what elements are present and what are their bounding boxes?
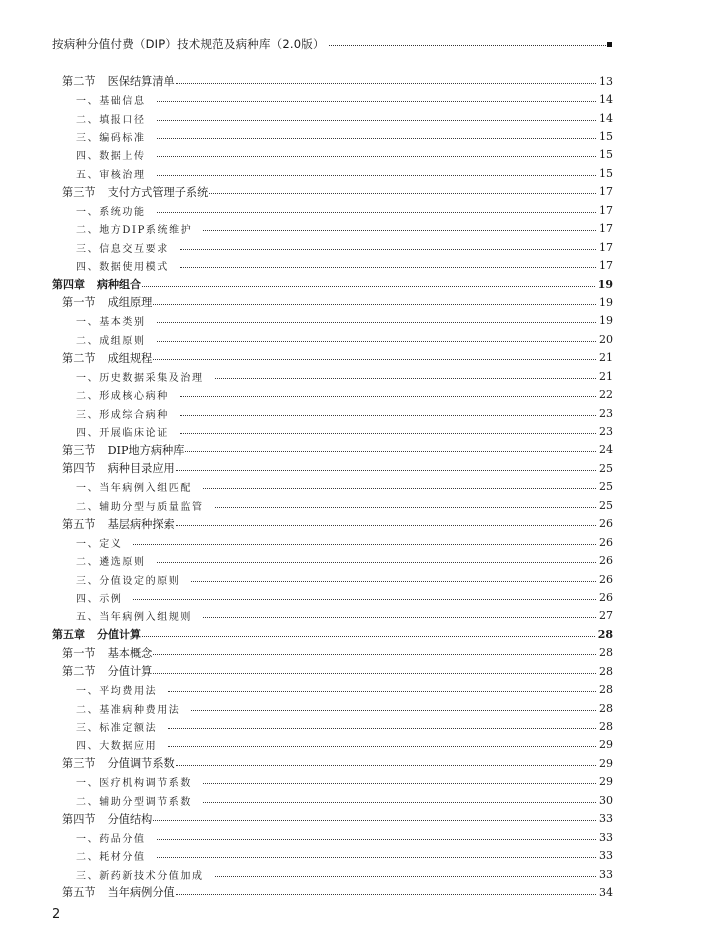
dot-leader (157, 212, 596, 213)
toc-entry-page: 17 (599, 240, 613, 254)
toc-entry-page: 19 (599, 314, 613, 328)
toc-entry-title: 当年病例分值 (107, 886, 175, 900)
toc-entry-section[interactable] (52, 441, 613, 459)
toc-entry-number: 第五章 (52, 628, 85, 642)
toc-entry-page: 30 (599, 793, 613, 807)
toc-entry-title: 一、当年病例入组匹配 (76, 483, 192, 495)
toc-entry-item[interactable] (52, 201, 613, 219)
dot-leader (185, 451, 596, 452)
toc-entry-title: 医保结算清单 (107, 75, 175, 89)
toc-entry-page: 27 (599, 609, 613, 623)
toc-entry-page: 23 (599, 425, 613, 439)
toc-entry-number: 第一节 (62, 296, 96, 310)
toc-entry-page: 20 (599, 332, 613, 346)
toc-entry-page: 19 (599, 295, 613, 309)
dot-leader (180, 433, 596, 434)
dot-leader (157, 175, 596, 176)
toc-entry-page: 15 (599, 130, 613, 144)
toc-entry-title: 二、辅助分型调节系数 (76, 796, 192, 808)
toc-entry-item[interactable] (52, 238, 613, 256)
toc-entry-title: 一、历史数据采集及治理 (76, 372, 204, 384)
toc-entry-title: 分值调节系数 (107, 757, 175, 771)
toc-entry-title: 支付方式管理子系统 (107, 185, 209, 199)
toc-entry-title: 二、遴选原则 (76, 557, 146, 569)
toc-entry-title: 二、基准病种费用法 (76, 704, 181, 716)
dot-leader (191, 710, 596, 711)
toc-entry-title: 分值结构 (107, 812, 153, 826)
toc-entry-title: 基本概念 (107, 646, 153, 660)
dot-leader (142, 286, 595, 287)
dot-leader (133, 599, 596, 600)
toc-entry-page: 33 (599, 812, 613, 826)
toc-entry-page: 17 (599, 203, 613, 217)
dot-leader (157, 156, 596, 157)
toc-entry-number: 第四节 (62, 462, 96, 476)
toc-entry-title: 三、形成综合病种 (76, 409, 169, 421)
toc-entry-item[interactable] (52, 220, 613, 238)
toc-entry-page: 33 (599, 830, 613, 844)
dot-leader (209, 193, 596, 194)
toc-entry-title: 三、标准定额法 (76, 723, 158, 735)
toc-entry-number: 第三节 (62, 443, 96, 457)
toc-entry-page: 25 (599, 461, 613, 475)
toc-entry-item[interactable] (52, 330, 613, 348)
toc-entry-item[interactable] (52, 736, 613, 754)
toc-entry-item[interactable] (52, 422, 613, 440)
dot-leader (203, 488, 596, 489)
toc-entry-chapter[interactable] (52, 625, 613, 643)
toc-entry-page: 28 (599, 683, 613, 697)
toc-entry-page: 15 (599, 166, 613, 180)
toc-entry-title: 成组规程 (107, 351, 153, 365)
toc-entry-title: 二、辅助分型与质量监管 (76, 501, 204, 513)
toc-entry-title: 三、新药新技术分值加成 (76, 870, 204, 882)
toc-entry-section[interactable] (52, 644, 613, 662)
toc-entry-number: 第四章 (52, 278, 85, 292)
dot-leader (157, 120, 596, 121)
dot-leader (180, 249, 596, 250)
toc-entry-title: 一、定义 (76, 538, 123, 550)
toc-entry-title: 基层病种探索 (107, 517, 175, 531)
toc-entry-title: 三、分值设定的原则 (76, 575, 181, 587)
toc-entry-item[interactable] (52, 404, 613, 422)
dot-leader (157, 839, 596, 840)
toc-entry-page: 26 (599, 554, 613, 568)
toc-entry-item[interactable] (52, 146, 613, 164)
dot-leader (157, 138, 596, 139)
toc-entry-item[interactable] (52, 699, 613, 717)
toc-entry-page: 24 (599, 443, 613, 457)
toc-entry-chapter[interactable] (52, 275, 613, 293)
toc-entry-item[interactable] (52, 533, 613, 551)
dot-leader (203, 230, 596, 231)
toc-entry-item[interactable] (52, 791, 613, 809)
toc-entry-title: 二、耗材分值 (76, 852, 146, 864)
table-of-contents (52, 72, 613, 902)
toc-entry-page: 25 (599, 480, 613, 494)
toc-entry-title: 一、基础信息 (76, 96, 146, 108)
dot-leader (191, 581, 596, 582)
dot-leader (176, 83, 596, 84)
toc-entry-title: 四、数据上传 (76, 151, 146, 163)
toc-entry-item[interactable] (52, 717, 613, 735)
dot-leader (180, 415, 596, 416)
toc-entry-page: 17 (599, 185, 613, 199)
dot-leader (153, 654, 596, 655)
toc-entry-title: 四、开展临床论证 (76, 428, 169, 440)
dot-leader (157, 101, 596, 102)
dot-leader (153, 673, 596, 674)
toc-entry-title: 成组原理 (107, 296, 153, 310)
running-header (52, 36, 612, 52)
toc-entry-item[interactable] (52, 256, 613, 274)
toc-entry-item[interactable] (52, 367, 613, 385)
toc-entry-section[interactable] (52, 810, 613, 828)
toc-entry-title: 四、数据使用模式 (76, 262, 169, 274)
toc-entry-section[interactable] (52, 459, 613, 477)
toc-entry-item[interactable] (52, 570, 613, 588)
toc-entry-page: 28 (599, 664, 613, 678)
toc-entry-page: 29 (599, 756, 613, 770)
toc-entry-page: 21 (599, 369, 613, 383)
toc-entry-title: 分值计算 (97, 628, 141, 642)
dot-leader (153, 359, 596, 360)
dot-leader (203, 802, 596, 803)
toc-entry-item[interactable] (52, 127, 613, 145)
toc-entry-title: 二、填报口径 (76, 114, 146, 126)
toc-entry-title: 五、当年病例入组规则 (76, 612, 192, 624)
toc-entry-section[interactable] (52, 72, 613, 90)
toc-entry-number: 第三节 (62, 757, 96, 771)
dot-leader (133, 544, 596, 545)
toc-entry-item[interactable] (52, 164, 613, 182)
toc-entry-section[interactable] (52, 515, 613, 533)
toc-entry-title: DIP地方病种库 (107, 443, 185, 457)
dot-leader (176, 894, 596, 895)
dot-leader (157, 562, 596, 563)
header-rule (329, 45, 606, 46)
dot-leader (157, 341, 596, 342)
toc-entry-title: 二、形成核心病种 (76, 391, 169, 403)
toc-entry-section[interactable] (52, 754, 613, 772)
toc-entry-page: 28 (599, 701, 613, 715)
toc-entry-page: 26 (599, 535, 613, 549)
toc-entry-number: 第五节 (62, 517, 96, 531)
dot-leader (168, 691, 596, 692)
toc-entry-title: 一、医疗机构调节系数 (76, 778, 192, 790)
toc-entry-page: 17 (599, 222, 613, 236)
dot-leader (180, 396, 596, 397)
toc-entry-page: 33 (599, 849, 613, 863)
toc-entry-item[interactable] (52, 478, 613, 496)
dot-leader (157, 857, 596, 858)
toc-entry-page: 21 (599, 351, 613, 365)
dot-leader (203, 783, 596, 784)
dot-leader (215, 507, 596, 508)
toc-entry-section[interactable] (52, 662, 613, 680)
page-number: 2 (52, 907, 61, 922)
toc-entry-section[interactable] (52, 349, 613, 367)
toc-entry-page: 26 (599, 517, 613, 531)
toc-entry-item[interactable] (52, 385, 613, 403)
toc-entry-number: 第二节 (62, 665, 96, 679)
toc-entry-title: 二、成组原则 (76, 335, 146, 347)
dot-leader (215, 876, 596, 877)
toc-entry-page: 19 (597, 277, 613, 291)
toc-entry-number: 第一节 (62, 646, 96, 660)
toc-entry-number: 第二节 (62, 75, 96, 89)
toc-entry-item[interactable] (52, 109, 613, 127)
toc-entry-page: 22 (599, 388, 613, 402)
toc-entry-page: 28 (599, 720, 613, 734)
header-end-mark (607, 42, 612, 47)
toc-entry-item[interactable] (52, 680, 613, 698)
dot-leader (153, 304, 596, 305)
toc-entry-item[interactable] (52, 865, 613, 883)
toc-entry-section[interactable] (52, 293, 613, 311)
toc-entry-title: 三、编码标准 (76, 133, 146, 145)
toc-entry-number: 第四节 (62, 812, 96, 826)
toc-entry-item[interactable] (52, 496, 613, 514)
dot-leader (176, 525, 596, 526)
header-title: 按病种分值付费（DIP）技术规范及病种库（2.0版） (52, 37, 325, 51)
dot-leader (176, 765, 596, 766)
toc-entry-number: 第三节 (62, 185, 96, 199)
toc-entry-page: 14 (599, 93, 613, 107)
toc-entry-item[interactable] (52, 551, 613, 569)
dot-leader (215, 378, 596, 379)
dot-leader (153, 820, 596, 821)
toc-entry-item[interactable] (52, 773, 613, 791)
toc-entry-title: 四、示例 (76, 593, 123, 605)
toc-entry-item[interactable] (52, 90, 613, 108)
toc-entry-title: 四、大数据应用 (76, 741, 158, 753)
toc-entry-page: 26 (599, 590, 613, 604)
toc-entry-page: 33 (599, 867, 613, 881)
toc-entry-section[interactable] (52, 183, 613, 201)
toc-entry-page: 14 (599, 111, 613, 125)
toc-entry-section[interactable] (52, 883, 613, 901)
toc-entry-page: 29 (599, 775, 613, 789)
dot-leader (180, 267, 596, 268)
toc-entry-title: 二、地方DIP系统维护 (76, 225, 193, 237)
toc-entry-title: 一、平均费用法 (76, 686, 158, 698)
toc-entry-item[interactable] (52, 588, 613, 606)
toc-entry-page: 26 (599, 572, 613, 586)
toc-entry-title: 三、信息交互要求 (76, 243, 169, 255)
toc-entry-page: 28 (599, 646, 613, 660)
dot-leader (176, 470, 596, 471)
toc-entry-item[interactable] (52, 607, 613, 625)
toc-entry-page: 17 (599, 259, 613, 273)
toc-entry-page: 23 (599, 406, 613, 420)
toc-entry-title: 一、系统功能 (76, 206, 146, 218)
toc-entry-page: 25 (599, 498, 613, 512)
dot-leader (168, 728, 596, 729)
toc-entry-title: 病种组合 (97, 278, 141, 292)
toc-entry-page: 29 (599, 738, 613, 752)
dot-leader (142, 636, 595, 637)
toc-entry-item[interactable] (52, 846, 613, 864)
toc-entry-page: 34 (599, 885, 613, 899)
dot-leader (168, 746, 596, 747)
toc-entry-title: 病种目录应用 (107, 462, 175, 476)
toc-entry-number: 第二节 (62, 351, 96, 365)
toc-entry-title: 一、基本类别 (76, 317, 146, 329)
toc-entry-title: 一、药品分值 (76, 833, 146, 845)
toc-entry-item[interactable] (52, 828, 613, 846)
toc-entry-item[interactable] (52, 312, 613, 330)
dot-leader (203, 617, 596, 618)
toc-entry-page: 13 (599, 74, 613, 88)
toc-entry-page: 15 (599, 148, 613, 162)
toc-entry-title: 分值计算 (107, 665, 153, 679)
toc-entry-number: 第五节 (62, 886, 96, 900)
dot-leader (157, 322, 596, 323)
toc-entry-page: 28 (597, 627, 613, 641)
toc-entry-title: 五、审核治理 (76, 169, 146, 181)
